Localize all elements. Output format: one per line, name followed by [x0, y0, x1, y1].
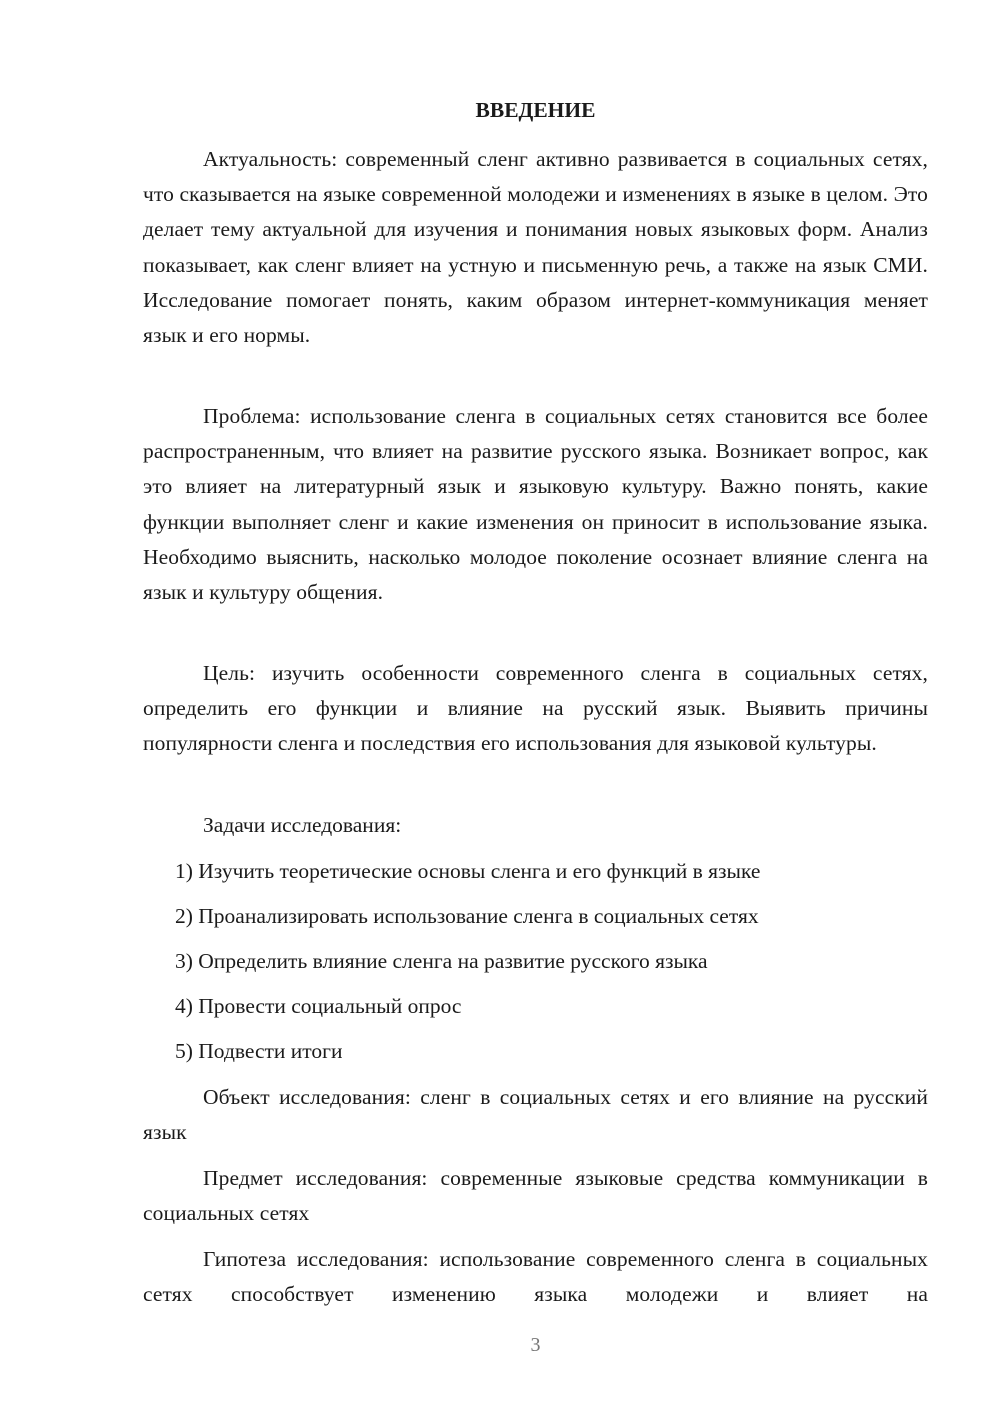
paragraph-object: Объект исследования: сленг в социальных сетях и его влияние на русский язык: [143, 1085, 928, 1145]
task-item: 1) Изучить теоретические основы сленга и его функций в языке: [175, 859, 761, 883]
paragraph-problem: Проблема: использование сленга в социальных сетях становится все более распространенным, что влияет на развитие русского языка. Возникает вопрос, как это влияет на литературный язык и языковую культуру. Важно понять, какие функции выполняет сленг и какие изменения он приносит в использование языка. Необходимо выяснить, насколько молодое поколение осознает влияние сленга на язык и культуру общения.: [143, 404, 928, 605]
tasks-heading: Задачи исследования:: [203, 813, 402, 837]
page-number: 3: [530, 1334, 541, 1356]
task-item: 3) Определить влияние сленга на развитие русского языка: [175, 949, 708, 973]
document-page: [143, 0, 928, 1414]
task-item: 4) Провести социальный опрос: [175, 994, 462, 1018]
paragraph-relevance: Актуальность: современный сленг активно развивается в социальных сетях, что сказывается на языке современной молодежи и изменениях в языке в целом. Это делает тему актуальной для изучения и понимания новых языковых форм. Анализ показывает, как сленг влияет на устную и письменную речь, а также на язык СМИ. Исследование помогает понять, каким образом интернет-коммуникация меняет язык и его нормы.: [143, 147, 928, 348]
paragraph-subject: Предмет исследования: современные языковые средства коммуникации в социальных сетях: [143, 1166, 928, 1226]
paragraph-goal: Цель: изучить особенности современного сленга в социальных сетях, определить его функции и влияние на русский язык. Выявить причины популярности сленга и последствия его использования для языковой культуры.: [143, 661, 928, 756]
task-item: 2) Проанализировать использование сленга в социальных сетях: [175, 904, 759, 928]
section-title: ВВЕДЕНИЕ: [475, 98, 596, 122]
paragraph-hypothesis: Гипотеза исследования: использование современного сленга в социальных сетях способствует изменению языка молодежи и влияет на: [143, 1247, 928, 1307]
task-item: 5) Подвести итоги: [175, 1039, 343, 1063]
